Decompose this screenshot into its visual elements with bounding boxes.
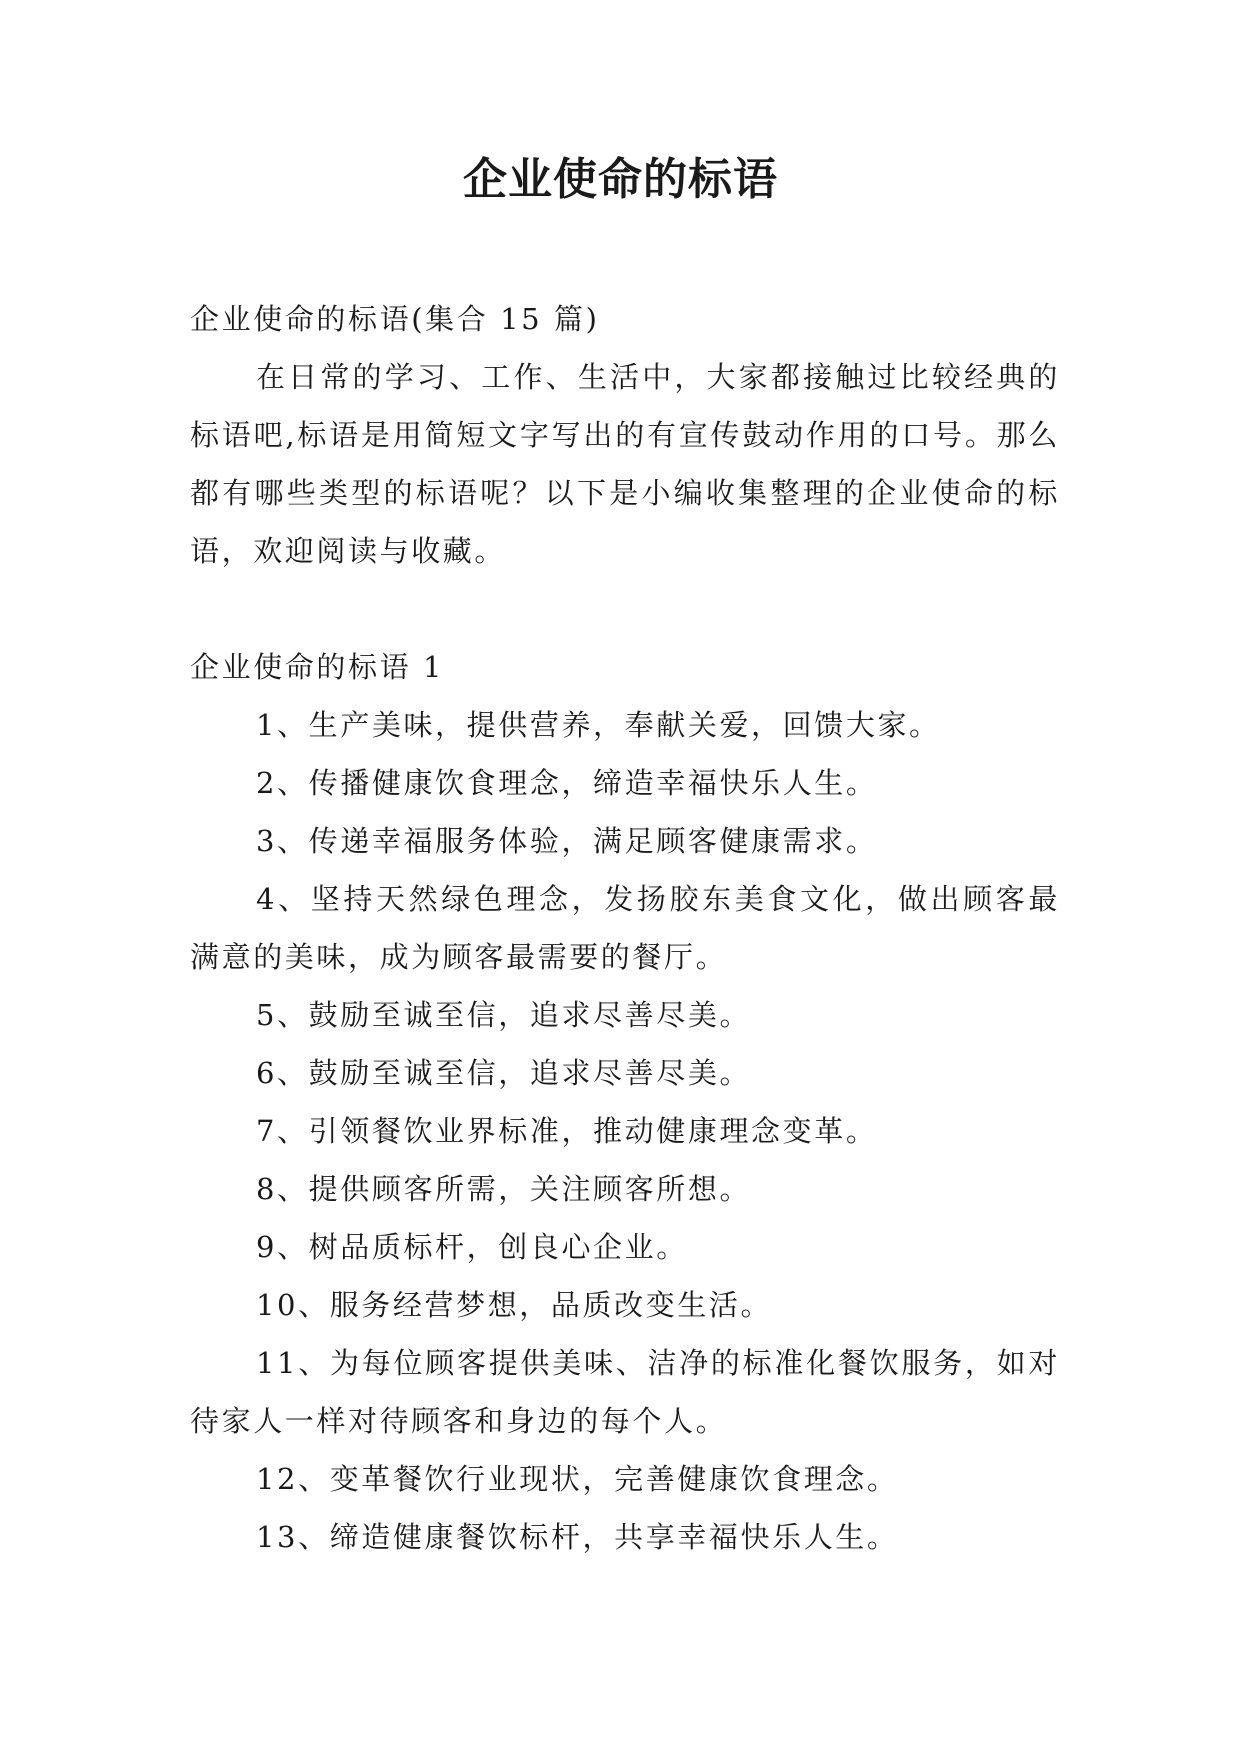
- list-item: 10、服务经营梦想，品质改变生活。: [256, 1288, 773, 1322]
- list-item: 13、缔造健康餐饮标杆，共享幸福快乐人生。: [256, 1520, 899, 1554]
- list-item: 2、传播健康饮食理念，缔造幸福快乐人生。: [256, 766, 878, 800]
- document-body: [190, 290, 1060, 1566]
- list-item: 5、鼓励至诚至信，追求尽善尽美。: [256, 998, 752, 1032]
- paragraph-spacer: [190, 580, 1060, 638]
- list-item: 1、生产美味，提供营养，奉献关爱，回馈大家。: [256, 708, 941, 742]
- intro-paragraph: 在日常的学习、工作、生活中，大家都接触过比较经典的标语吧,标语是用简短文字写出的有宣传鼓动作用的口号。那么都有哪些类型的标语呢？以下是小编收集整理的企业使命的标语，欢迎阅读与收藏。: [190, 360, 1060, 568]
- list-item: 12、变革餐饮行业现状，完善健康饮食理念。: [256, 1462, 899, 1496]
- list-item: 3、传递幸福服务体验，满足顾客健康需求。: [256, 824, 878, 858]
- list-item: 6、鼓励至诚至信，追求尽善尽美。: [256, 1056, 752, 1090]
- section-heading: 企业使命的标语 1: [190, 650, 445, 684]
- list-item: 7、引领餐饮业界标准，推动健康理念变革。: [256, 1114, 878, 1148]
- document-title: 企业使命的标语: [463, 154, 778, 205]
- list-item: 9、树品质标杆，创良心企业。: [256, 1230, 688, 1264]
- list-item: 8、提供顾客所需，关注顾客所想。: [256, 1172, 752, 1206]
- list-item: 4、坚持天然绿色理念，发扬胶东美食文化，做出顾客最满意的美味，成为顾客最需要的餐厅。: [190, 882, 1060, 974]
- list-item: 11、为每位顾客提供美味、洁净的标准化餐饮服务，如对待家人一样对待顾客和身边的每个人。: [190, 1346, 1060, 1438]
- document-subtitle: 企业使命的标语(集合 15 篇): [190, 302, 600, 336]
